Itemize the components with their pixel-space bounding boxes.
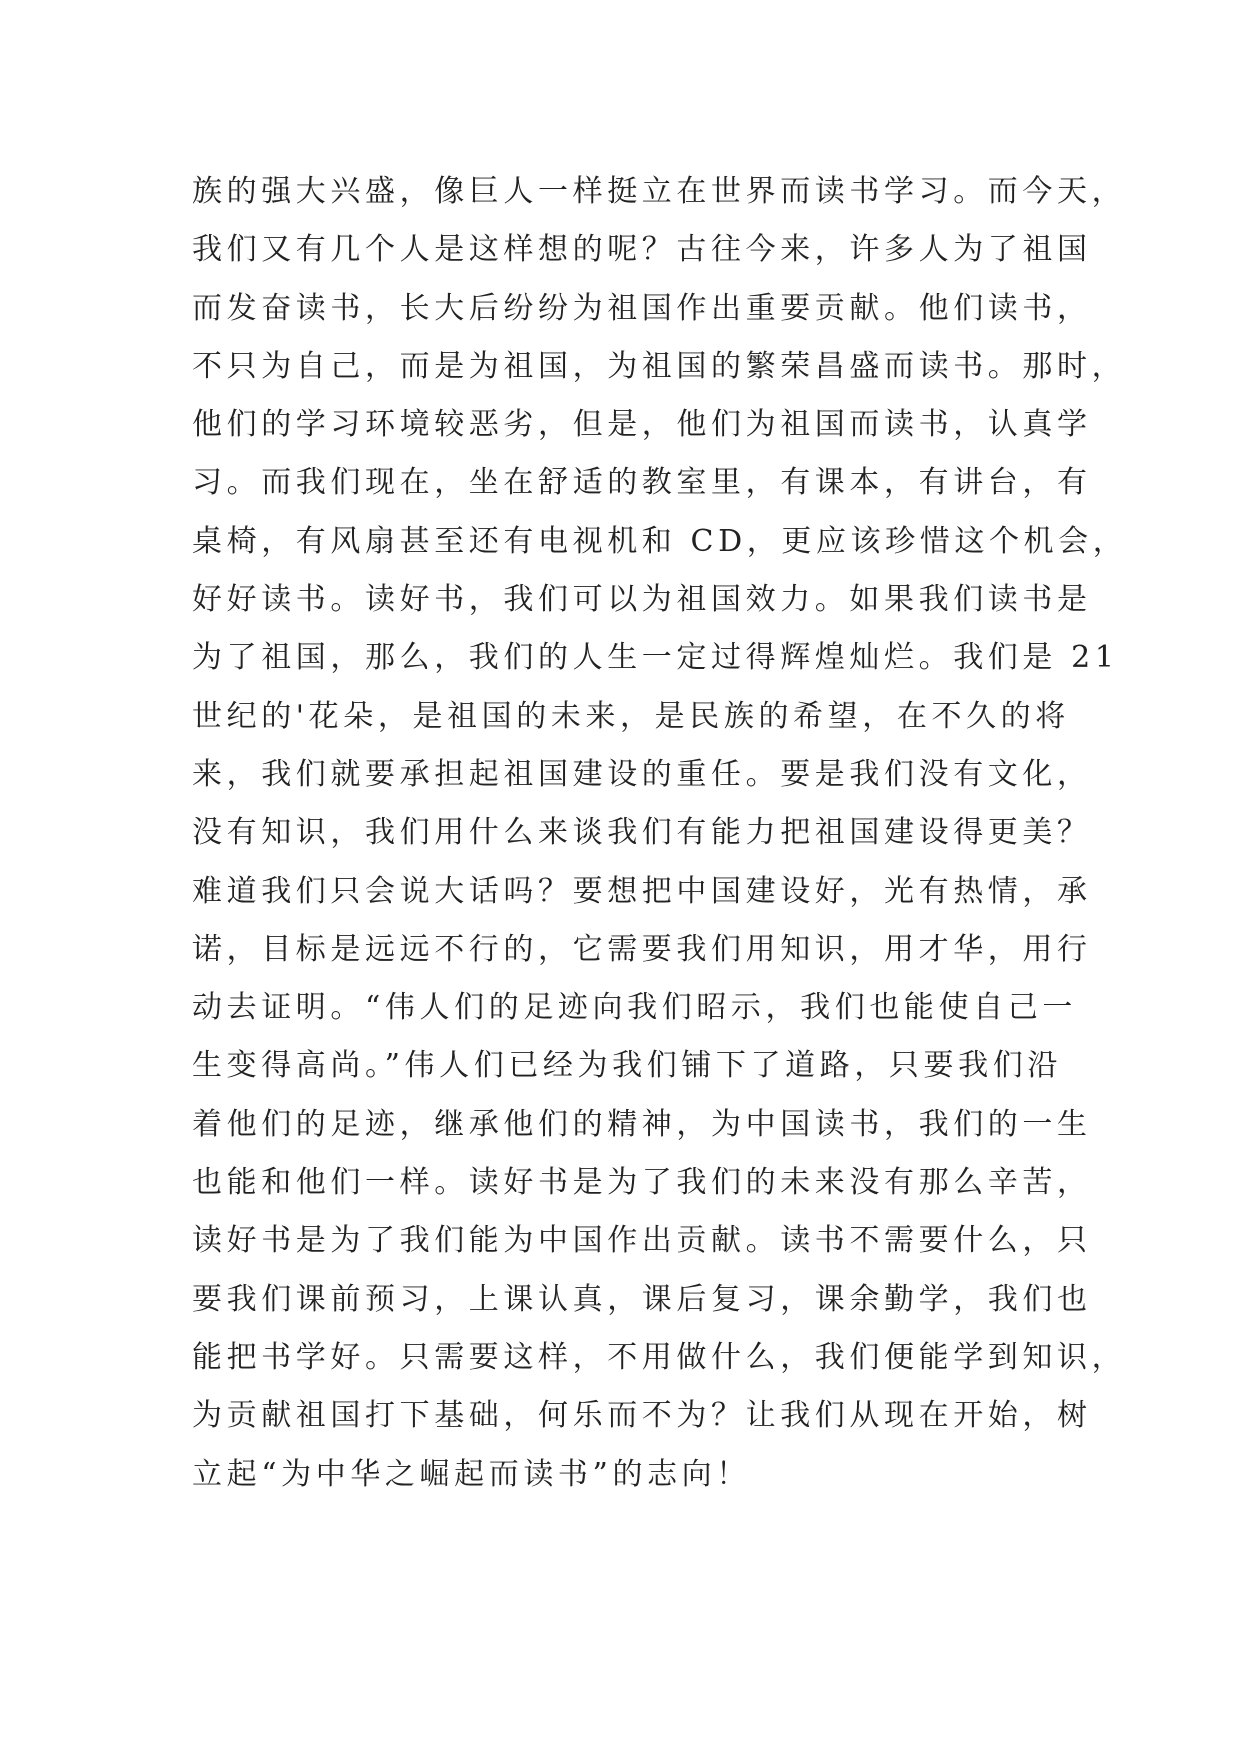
text-line: 能把书学好。只需要这样，不用做什么，我们便能学到知识， xyxy=(192,1339,1127,1375)
text-line: 要我们课前预习，上课认真，课后复习，课余勤学，我们也 xyxy=(192,1281,1092,1317)
text-line: 为了祖国，那么，我们的人生一定过得辉煌灿烂。我们是 21 xyxy=(192,640,1119,676)
text-line: 桌椅，有风扇甚至还有电视机和 CD，更应该珍惜这个机会， xyxy=(192,523,1128,559)
text-line: 好好读书。读好书，我们可以为祖国效力。如果我们读书是 xyxy=(192,582,1092,618)
text-line: 他们的学习环境较恶劣，但是，他们为祖国而读书，认真学 xyxy=(192,407,1092,443)
text-line: 生变得高尚。”伟人们已经为我们铺下了道路，只要我们沿 xyxy=(192,1048,1062,1084)
text-line: 族的强大兴盛，像巨人一样挺立在世界而读书学习。而今天， xyxy=(192,174,1127,209)
text-line: 为贡献祖国打下基础，何乐而不为？让我们从现在开始，树 xyxy=(192,1398,1092,1434)
text-line: 来，我们就要承担起祖国建设的重任。要是我们没有文化， xyxy=(192,756,1092,792)
text-line: 而发奋读书，长大后纷纷为祖国作出重要贡献。他们读书， xyxy=(192,290,1092,326)
text-line: 诺，目标是远远不行的，它需要我们用知识，用才华，用行 xyxy=(192,931,1092,967)
text-line: 没有知识，我们用什么来谈我们有能力把祖国建设得更美？ xyxy=(192,815,1092,851)
essay-body xyxy=(192,163,1128,1504)
text-line: 动去证明。“伟人们的足迹向我们昭示，我们也能使自己一 xyxy=(192,990,1077,1026)
text-line: 读好书是为了我们能为中国作出贡献。读书不需要什么，只 xyxy=(192,1223,1092,1259)
text-line: 我们又有几个人是这样想的呢？古往今来，许多人为了祖国 xyxy=(192,232,1092,268)
text-line: 世纪的'花朵，是祖国的未来，是民族的希望，在不久的将 xyxy=(192,698,1070,734)
text-line: 也能和他们一样。读好书是为了我们的未来没有那么辛苦， xyxy=(192,1165,1092,1201)
text-line: 习。而我们现在，坐在舒适的教室里，有课本，有讲台，有 xyxy=(192,465,1092,501)
text-line: 难道我们只会说大话吗？要想把中国建设好，光有热情，承 xyxy=(192,873,1092,909)
text-line: 立起“为中华之崛起而读书”的志向！ xyxy=(192,1456,751,1492)
text-line: 着他们的足迹，继承他们的精神，为中国读书，我们的一生 xyxy=(192,1106,1092,1142)
text-line: 不只为自己，而是为祖国，为祖国的繁荣昌盛而读书。那时， xyxy=(192,348,1127,384)
